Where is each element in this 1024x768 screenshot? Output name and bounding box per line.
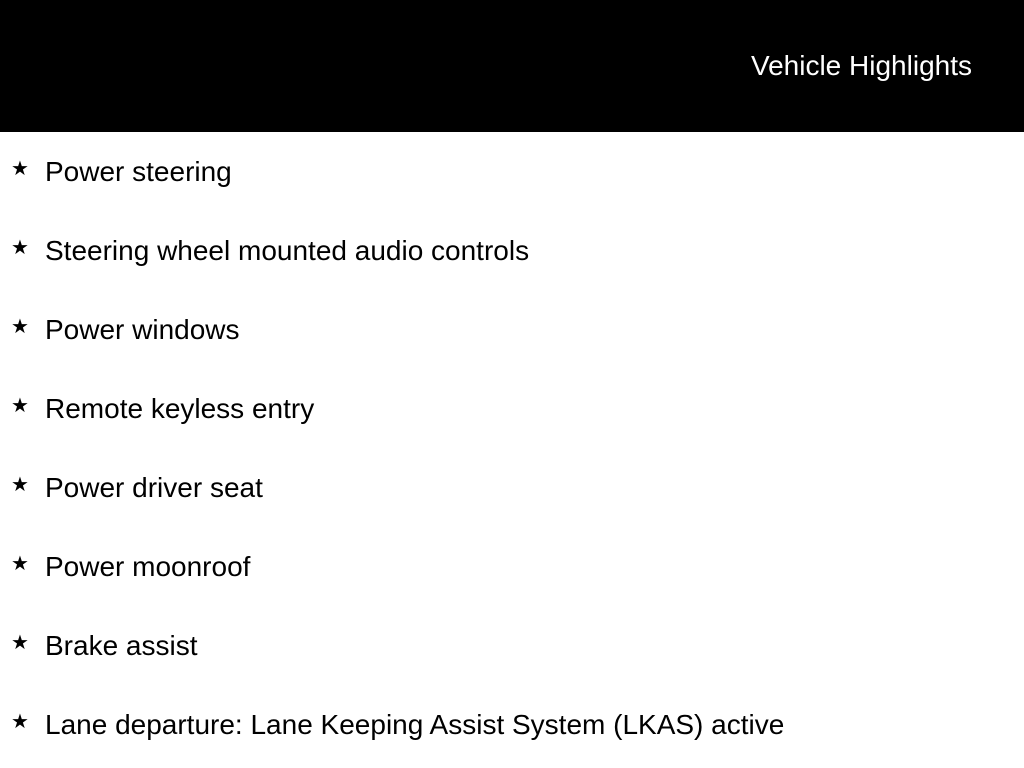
highlight-label: Remote keyless entry (45, 393, 315, 424)
star-icon: ★ (11, 395, 29, 417)
list-item (0, 155, 1024, 195)
list-item (0, 392, 1024, 432)
star-icon: ★ (11, 711, 29, 733)
highlight-label: Power moonroof (45, 551, 251, 582)
header-bar (0, 0, 1024, 132)
highlight-label: Power steering (45, 156, 232, 187)
page-title: Vehicle Highlights (750, 50, 972, 81)
highlight-label: Power driver seat (45, 472, 263, 503)
star-icon: ★ (11, 632, 29, 654)
highlight-label: Steering wheel mounted audio controls (45, 235, 530, 266)
highlight-label: Lane departure: Lane Keeping Assist System (LKAS) active (45, 709, 785, 740)
star-icon: ★ (11, 316, 29, 338)
highlight-label: Brake assist (45, 630, 198, 661)
star-icon: ★ (11, 474, 29, 496)
highlight-label: Power windows (45, 314, 240, 345)
star-icon: ★ (11, 553, 29, 575)
list-item (0, 708, 1024, 748)
list-item (0, 234, 1024, 274)
list-item (0, 313, 1024, 353)
star-icon: ★ (11, 158, 29, 180)
list-item (0, 629, 1024, 669)
list-item (0, 550, 1024, 590)
star-icon: ★ (11, 237, 29, 259)
list-item (0, 471, 1024, 511)
